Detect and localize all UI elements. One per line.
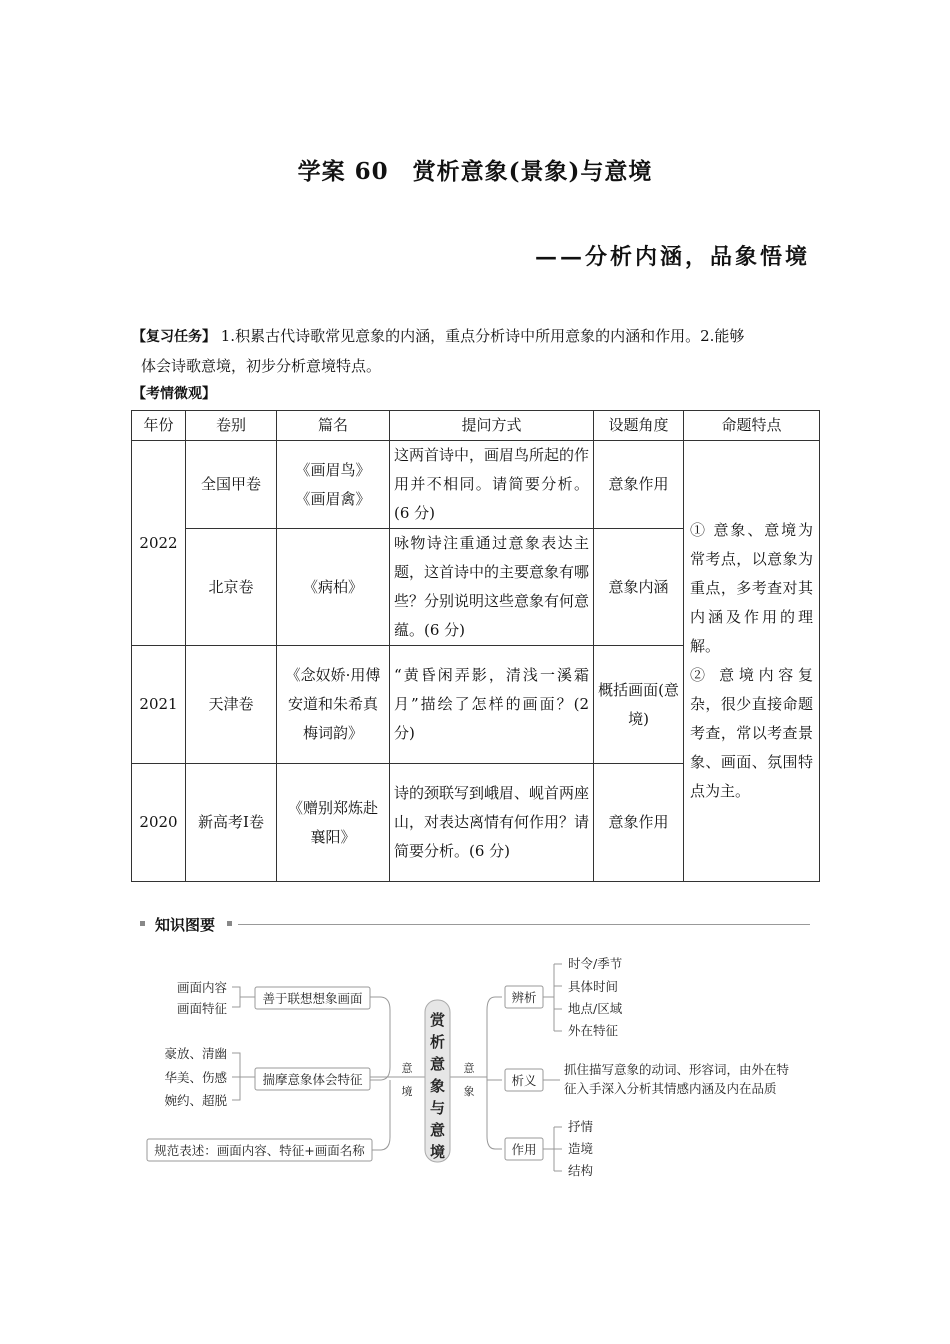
feature-item: ① 意象、意境为常考点，以意象为重点，多考查对其内涵及作用的理解。 bbox=[690, 521, 813, 655]
left-tag-char: 意 bbox=[401, 1062, 413, 1075]
header-feature: 命题特点 bbox=[684, 411, 820, 441]
poem-title: 《画眉禽》 bbox=[295, 489, 371, 508]
title-cell: 《念奴娇·用傅安道和朱希真梅词韵》 bbox=[277, 646, 390, 764]
table-row bbox=[132, 441, 820, 529]
right-desc-line: 征入手深入分析其情感内涵及内在品质 bbox=[564, 1081, 777, 1096]
review-task-line2: 体会诗歌意境，初步分析意境特点。 bbox=[141, 357, 382, 375]
title-cell: 《病柏》 bbox=[277, 529, 390, 646]
header-rule bbox=[238, 924, 810, 925]
title-cell: 《赠别郑炼赴襄阳》 bbox=[277, 764, 390, 882]
right-leaf: 抒情 bbox=[568, 1119, 594, 1134]
question-cell: “黄昏闲弄影，清浅一溪霜月”描绘了怎样的画面？(2 分) bbox=[390, 646, 594, 764]
feature-item: ② 意境内容复杂，很少直接命题考查，常以考查景象、画面、氛围特点为主。 bbox=[690, 666, 813, 800]
question-cell: 咏物诗注重通过意象表达主题，这首诗中的主要意象有哪些？分别说明这些意象有何意蕴。(6 分) bbox=[390, 529, 594, 646]
exam-table bbox=[131, 410, 820, 882]
table-header-row bbox=[132, 411, 820, 441]
center-char: 象 bbox=[429, 1077, 446, 1095]
left-branch-label: 揣摩意象体会特征 bbox=[262, 1072, 363, 1087]
right-branch-label: 辨析 bbox=[511, 990, 537, 1005]
right-leaf: 具体时间 bbox=[568, 979, 619, 994]
right-leaf: 外在特征 bbox=[568, 1023, 619, 1038]
exam-overview-tag: 【考情微观】 bbox=[132, 386, 216, 402]
year-cell: 2020 bbox=[132, 764, 186, 882]
juan-cell: 新高考Ⅰ卷 bbox=[186, 764, 277, 882]
review-task-tag: 【复习任务】 bbox=[132, 329, 216, 345]
question-cell: 诗的颈联写到峨眉、岘首两座山，对表达离情有何作用？请简要分析。(6 分) bbox=[390, 764, 594, 882]
page-title: 学案 60 赏析意象(景象)与意境 bbox=[297, 158, 653, 185]
angle-cell: 概括画面(意境) bbox=[594, 646, 684, 764]
left-leaf: 华美、伤感 bbox=[164, 1070, 227, 1085]
center-char: 意 bbox=[429, 1121, 446, 1139]
right-tag-char: 意 bbox=[463, 1062, 475, 1075]
question-cell: 这两首诗中，画眉鸟所起的作用并不相同。请简要分析。(6 分) bbox=[390, 441, 594, 529]
juan-cell: 天津卷 bbox=[186, 646, 277, 764]
angle-cell: 意象内涵 bbox=[594, 529, 684, 646]
header-question: 提问方式 bbox=[390, 411, 594, 441]
right-branch-label: 作用 bbox=[511, 1142, 537, 1157]
right-leaf: 时令/季节 bbox=[568, 956, 623, 971]
bullet-square-icon bbox=[227, 921, 232, 926]
left-leaf: 豪放、清幽 bbox=[164, 1046, 227, 1061]
right-desc-line: 抓住描写意象的动词、形容词，由外在特 bbox=[564, 1062, 790, 1077]
left-leaf: 画面特征 bbox=[176, 1001, 227, 1016]
angle-cell: 意象作用 bbox=[594, 441, 684, 529]
left-tag-char: 境 bbox=[401, 1085, 413, 1098]
right-leaf: 地点/区域 bbox=[568, 1001, 623, 1016]
right-leaf: 结构 bbox=[568, 1163, 594, 1178]
right-leaf: 造境 bbox=[568, 1141, 594, 1156]
poem-title: 《画眉鸟》 bbox=[295, 460, 371, 479]
right-tag-char: 象 bbox=[463, 1085, 475, 1098]
header-title: 篇名 bbox=[277, 411, 390, 441]
header-juan: 卷别 bbox=[186, 411, 277, 441]
left-leaf: 画面内容 bbox=[176, 980, 227, 995]
knowledge-mindmap bbox=[0, 940, 950, 1190]
feature-cell bbox=[684, 441, 820, 882]
left-branch-label: 规范表述：画面内容、特征+画面名称 bbox=[154, 1143, 365, 1158]
center-char: 意 bbox=[429, 1055, 446, 1073]
knowledge-map-header bbox=[140, 914, 810, 934]
right-branch-label: 析义 bbox=[511, 1073, 537, 1088]
header-angle: 设题角度 bbox=[594, 411, 684, 441]
bullet-square-icon bbox=[140, 921, 145, 926]
juan-cell: 全国甲卷 bbox=[186, 441, 277, 529]
knowledge-map-label: 知识图要 bbox=[155, 916, 216, 934]
title-cell bbox=[277, 441, 390, 529]
review-task-line1: 1.积累古代诗歌常见意象的内涵，重点分析诗中所用意象的内涵和作用。2.能够 bbox=[216, 327, 745, 345]
header-year: 年份 bbox=[132, 411, 186, 441]
center-char: 境 bbox=[429, 1143, 446, 1161]
page-subtitle: ——分析内涵，品象悟境 bbox=[534, 244, 810, 270]
center-char: 与 bbox=[429, 1099, 446, 1117]
center-char: 析 bbox=[429, 1033, 446, 1051]
center-char: 赏 bbox=[429, 1011, 446, 1029]
year-cell: 2022 bbox=[132, 441, 186, 646]
juan-cell: 北京卷 bbox=[186, 529, 277, 646]
left-leaf: 婉约、超脱 bbox=[164, 1093, 227, 1108]
left-branch-label: 善于联想想象画面 bbox=[262, 991, 363, 1006]
year-cell: 2021 bbox=[132, 646, 186, 764]
review-task bbox=[132, 322, 820, 381]
angle-cell: 意象作用 bbox=[594, 764, 684, 882]
